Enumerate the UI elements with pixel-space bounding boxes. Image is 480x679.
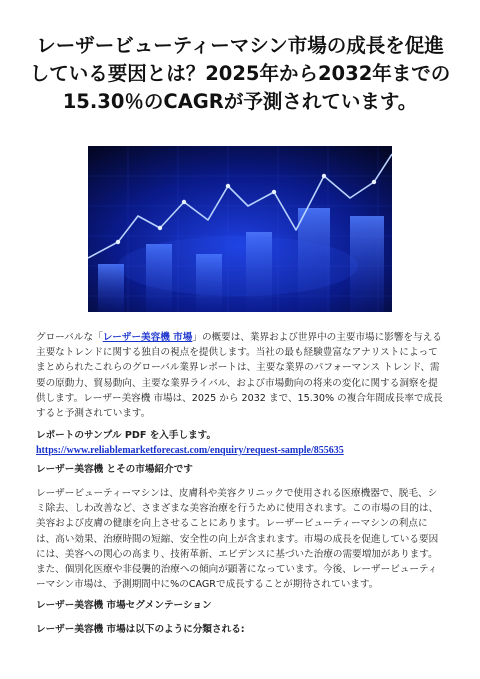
section-heading-intro: レーザー美容機 とその市場紹介です (36, 464, 193, 475)
market-keyword-link[interactable]: レーザー美容機 市場 (102, 332, 193, 343)
title-line-2: している要因とは？2025年から2032年までの (29, 62, 451, 85)
title-line-3: 15.30％のCAGRが予測されています。 (62, 90, 418, 113)
intro-paragraph (36, 330, 446, 421)
intro-lead: グローバルな「 (36, 332, 103, 343)
sample-url-link[interactable]: https://www.reliablemarketforecast.com/enquiry/request-sample/855635 (36, 445, 344, 457)
intro-rest: 」の概要は、業界および世界中の主要市場に影響を与える主要なトレンドに関する独自の視点を提供します。当社の最も経験豊富なアナリストによってまとめられたこれらのグローバル業界レポートは、主要な業界のパフォーマンス トレンド、需要の原動力、貿易動向、主要な業界ライバル、および市場動向の将来の変化に関する洞察を提供します。レーザー美容機 市場は、2025 から 2032 まで、15.30% の複合年間成長率で成長すると予測されています。 (36, 332, 443, 420)
section-heading-classification: レーザー美容機 市場は以下のように分類される: (36, 624, 245, 635)
market-growth-chart-image (88, 146, 392, 312)
sample-label: レポートのサンプル PDF を入手します。 (36, 430, 217, 441)
section-heading-segmentation: レーザー美容機 市場セグメンテーション (36, 600, 212, 611)
market-intro-paragraph: レーザービューティーマシンは、皮膚科や美容クリニックで使用される医療機器で、脱毛、シミ除去、しわ改善など、さまざまな美容治療を行うために使用されます。この市場の目的は、美容および皮膚の健康を向上させることにあります。レーザービューティーマシンの利点には、高い効果、治療時間の短縮、安全性の向上が含まれます。市場の成長を促進している要因には、美容への関心の高まり、技術革新、エビデンスに基づいた治療の需要増加があります。また、個別化医療や非侵襲的治療への傾向が顕著になっています。今後、レーザービューティーマシン市場は、予測期間中に%のCAGRで成長することが期待されています。 (36, 488, 439, 591)
page-title (20, 32, 460, 116)
sample-request-block (36, 428, 446, 458)
title-line-1: レーザービューティーマシン市場の成長を促進 (36, 34, 444, 57)
